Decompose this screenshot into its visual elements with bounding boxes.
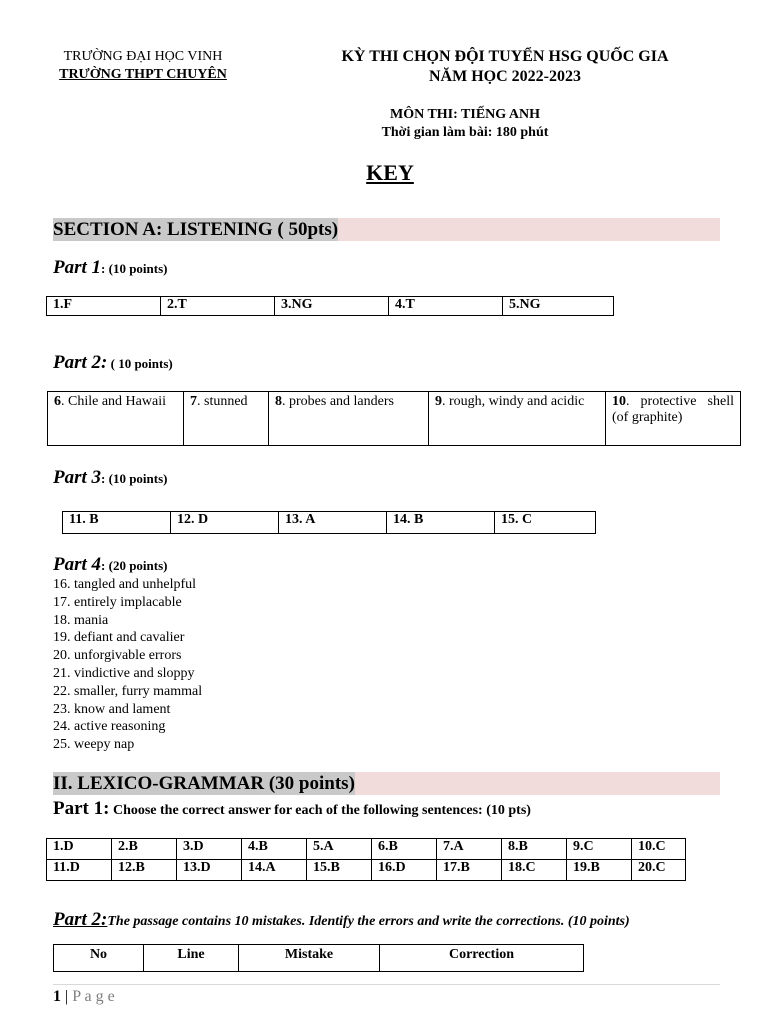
list-item: 24. active reasoning xyxy=(53,719,166,735)
key-title: KEY xyxy=(366,160,414,185)
list-item: 16. tangled and unhelpful xyxy=(53,577,197,592)
lexico-part2-heading xyxy=(53,909,630,931)
answer-cell xyxy=(606,392,741,446)
list-item: 19. defiant and cavalier xyxy=(53,630,185,646)
answer-cell: 13.D xyxy=(177,860,242,881)
university-name: TRƯỜNG ĐẠI HỌC VINH xyxy=(63,49,223,64)
part3-heading xyxy=(53,467,167,489)
answer-cell: 11.D xyxy=(47,860,112,881)
exam-info xyxy=(305,106,625,142)
part4-heading xyxy=(53,554,167,576)
part2-label: Part 2: xyxy=(53,352,108,373)
answer-cell: 15.B xyxy=(307,860,372,881)
page-number: 1 xyxy=(53,988,61,1005)
answer-number: 10 xyxy=(612,394,626,409)
answer-cell: 18.C xyxy=(502,860,567,881)
part1-label: Part 1 xyxy=(53,257,102,278)
answer-cell: 3.NG xyxy=(275,297,389,316)
page-label: P a g e xyxy=(72,988,115,1005)
part3-points: : (10 points) xyxy=(101,471,168,486)
answer-cell: 5.A xyxy=(307,839,372,860)
part1-heading xyxy=(53,257,167,279)
lexico-part2-instruction: The passage contains 10 mistakes. Identify the errors and write the corrections. (10 points) xyxy=(107,914,630,929)
section-2-title: II. LEXICO-GRAMMAR (30 points) xyxy=(53,773,355,794)
answer-cell xyxy=(184,392,269,446)
part4-points: : (20 points) xyxy=(101,558,168,573)
answer-cell: 14. B xyxy=(387,512,495,534)
answer-cell xyxy=(269,392,429,446)
list-item: 23. know and lament xyxy=(53,701,171,717)
section-a-title: SECTION A: LISTENING ( 50pts) xyxy=(53,219,339,240)
answer-text: . probes and landers xyxy=(282,394,394,409)
answer-cell: 1.F xyxy=(47,297,161,316)
list-item: 20. unforgivable errors xyxy=(53,648,182,664)
part3-label: Part 3 xyxy=(53,467,102,488)
list-item: 25. weepy nap xyxy=(53,737,135,753)
part1-points: : (10 points) xyxy=(101,261,168,276)
answer-text: . protective shell (of graphite) xyxy=(612,394,734,425)
answer-cell: 10.C xyxy=(632,839,686,860)
answer-cell: 3.D xyxy=(177,839,242,860)
column-header: No xyxy=(54,945,144,972)
answer-cell: 4.T xyxy=(389,297,503,316)
exam-subject: MÔN THI: TIẾNG ANH xyxy=(389,107,540,122)
high-school-name: TRƯỜNG THPT CHUYÊN xyxy=(59,67,227,82)
list-item: 17. entirely implacable xyxy=(53,594,182,610)
column-header: Correction xyxy=(380,945,584,972)
exam-name: KỲ THI CHỌN ĐỘI TUYỂN HSG QUỐC GIA xyxy=(341,48,669,65)
part4-label: Part 4 xyxy=(53,554,102,575)
answer-cell: 4.B xyxy=(242,839,307,860)
exam-duration: Thời gian làm bài: 180 phút xyxy=(381,125,549,140)
school-name xyxy=(40,49,246,83)
answer-cell: 11. B xyxy=(63,512,171,534)
list-item: 21. vindictive and sloppy xyxy=(53,665,195,681)
error-correction-table xyxy=(53,944,584,972)
answer-cell: 6.B xyxy=(372,839,437,860)
answer-cell: 20.C xyxy=(632,860,686,881)
answer-text: . rough, windy and acidic xyxy=(442,394,585,409)
answer-text: . Chile and Hawaii xyxy=(61,394,166,409)
list-item: 18. mania xyxy=(53,612,109,628)
answer-cell: 12. D xyxy=(171,512,279,534)
answer-cell: 8.B xyxy=(502,839,567,860)
part4-answer-list xyxy=(53,576,202,754)
column-header: Mistake xyxy=(239,945,380,972)
answer-number: 9 xyxy=(435,394,442,409)
answer-cell: 12.B xyxy=(112,860,177,881)
lexico-part1-label: Part 1: xyxy=(53,798,110,819)
answer-cell: 19.B xyxy=(567,860,632,881)
footer-divider xyxy=(53,984,720,985)
footer-separator: | xyxy=(61,988,73,1005)
part2-points: ( 10 points) xyxy=(107,356,173,371)
answer-cell: 7.A xyxy=(437,839,502,860)
answer-cell: 2.T xyxy=(161,297,275,316)
answer-number: 6 xyxy=(54,394,61,409)
part2-heading xyxy=(53,352,173,374)
answer-cell: 9.C xyxy=(567,839,632,860)
lexico-part1-instruction: Choose the correct answer for each of the following sentences: (10 pts) xyxy=(109,803,531,818)
answer-cell xyxy=(48,392,184,446)
answer-cell: 14.A xyxy=(242,860,307,881)
exam-title xyxy=(305,47,705,87)
section-a-heading xyxy=(53,218,720,241)
answer-cell: 1.D xyxy=(47,839,112,860)
part3-answer-table xyxy=(62,511,596,534)
part2-answer-table xyxy=(47,391,741,446)
lexico-part1-heading xyxy=(53,798,531,820)
answer-cell: 16.D xyxy=(372,860,437,881)
answer-text: . stunned xyxy=(197,394,248,409)
answer-number: 7 xyxy=(190,394,197,409)
answer-number: 8 xyxy=(275,394,282,409)
part1-answer-table xyxy=(46,296,614,316)
list-item: 22. smaller, furry mammal xyxy=(53,683,203,699)
page-footer xyxy=(53,988,115,1006)
answer-cell: 2.B xyxy=(112,839,177,860)
column-header: Line xyxy=(144,945,239,972)
section-2-heading xyxy=(53,772,720,795)
school-year: NĂM HỌC 2022-2023 xyxy=(429,68,581,85)
answer-cell xyxy=(429,392,606,446)
lexico-part2-label: Part 2: xyxy=(53,909,108,930)
answer-cell: 15. C xyxy=(495,512,596,534)
answer-cell: 13. A xyxy=(279,512,387,534)
lexico-part1-answer-table xyxy=(46,838,686,881)
answer-cell: 17.B xyxy=(437,860,502,881)
answer-cell: 5.NG xyxy=(503,297,614,316)
